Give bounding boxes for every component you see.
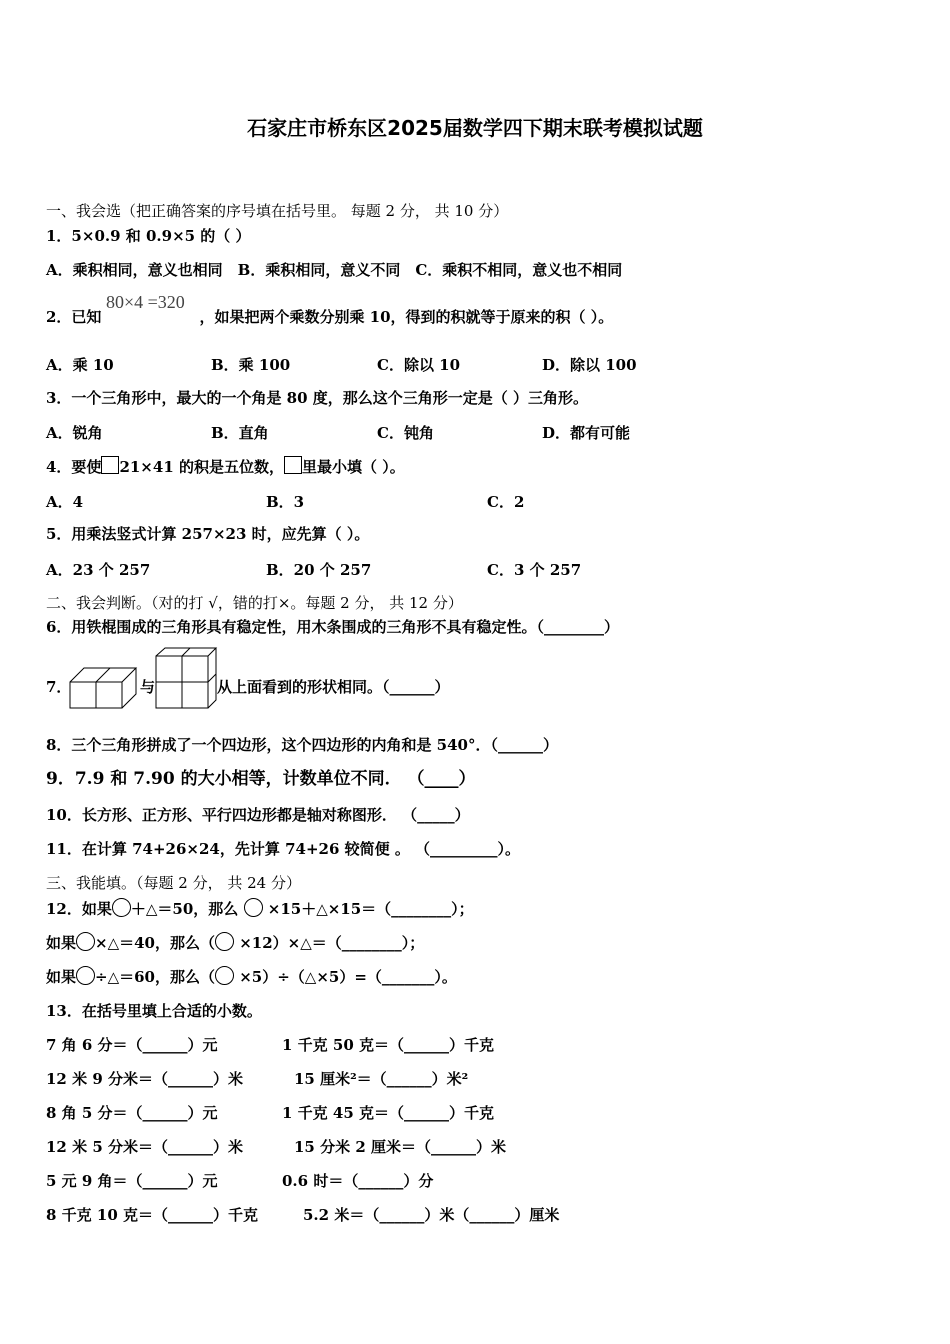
question-1-options: A．乘积相同，意义也相同 B．乘积相同，意义不同 C．乘积不相同，意义也不相同 [46,261,623,279]
q12-text: 12．如果 [46,900,112,918]
q12-text: ×15＋△×15＝（________）； [262,900,474,918]
q12-text: 如果 [46,968,77,986]
question-2-option-a: A．乘 10 [46,356,114,374]
question-12-line-3 [46,966,457,987]
question-4-option-a: A．4 [46,493,84,511]
question-4-text: 21×41 的积是五位数， [119,458,284,476]
circle-icon [112,898,131,917]
q13-row-1-left: 7 角 6 分＝（______）元 [46,1036,218,1054]
question-3-option-d: D．都有可能 [542,424,631,442]
q13-row-3-left: 8 角 5 分＝（______）元 [46,1104,218,1122]
q13-row-1-right: 1 千克 50 克＝（______）千克 [282,1036,494,1054]
question-10: 10．长方形、正方形、平行四边形都是轴对称图形． （_____） [46,806,470,824]
question-4-option-b: B．3 [266,493,305,511]
question-7-number: 7． [46,678,72,696]
circle-icon [244,898,263,917]
q13-row-4-left: 12 米 5 分米＝（______）米 [46,1138,243,1156]
question-3: 3．一个三角形中，最大的一个角是 80 度，那么这个三角形一定是（ ）三角形。 [46,389,588,407]
question-2-option-c: C．除以 10 [377,356,461,374]
q12-text: ×△＝40，那么（ [95,934,215,952]
section-1-heading: 一、我会选（把正确答案的序号填在括号里。 每题 2 分， 共 10 分） [46,202,509,220]
q12-text: 如果 [46,934,77,952]
question-11: 11．在计算 74+26×24，先计算 74+26 较简便 。 （_________）。 [46,840,521,858]
question-2-option-b: B．乘 100 [211,356,291,374]
q12-text: ＋△＝50，那么 [130,900,239,918]
question-4-suffix: 里最小填（ ）。 [301,458,405,476]
q13-row-4-right: 15 分米 2 厘米＝（______）米 [294,1138,506,1156]
question-13: 13．在括号里填上合适的小数。 [46,1002,262,1020]
circle-icon [76,966,95,985]
q12-text: ×12）×△＝（________）； [234,934,425,952]
question-3-option-c: C．钝角 [377,424,434,442]
question-2-formula: 80×4 =320 [106,292,185,312]
question-4 [46,456,405,477]
cube-stack-figure-icon [154,647,220,711]
blank-box-icon [101,456,119,474]
question-8: 8．三个三角形拼成了一个四边形，这个四边形的内角和是 540°．（______） [46,736,558,754]
question-1: 1．5×0.9 和 0.9×5 的（ ） [46,227,251,245]
question-7-and: 与 [140,678,156,696]
question-3-option-a: A．锐角 [46,424,103,442]
question-4-prefix: 4．要使 [46,458,102,476]
question-2-text: ，如果把两个乘数分别乘 10，得到的积就等于原来的积（ ）。 [199,308,614,326]
q13-row-6-left: 8 千克 10 克＝（______）千克 [46,1206,258,1224]
question-3-option-b: B．直角 [211,424,269,442]
question-7-text: 从上面看到的形状相同。（______） [217,678,450,696]
question-9: 9．7.9 和 7.90 的大小相等，计数单位不同． （____） [46,769,476,789]
question-2-option-d: D．除以 100 [542,356,637,374]
q13-row-5-left: 5 元 9 角＝（______）元 [46,1172,218,1190]
section-2-heading: 二、我会判断。（对的打 √，错的打×。每题 2 分， 共 12 分） [46,594,463,612]
question-5-option-b: B．20 个 257 [266,561,372,579]
circle-icon [215,932,234,951]
question-5: 5．用乘法竖式计算 257×23 时，应先算（ ）。 [46,525,370,543]
question-4-option-c: C．2 [487,493,525,511]
cube-row-figure-icon [68,664,140,712]
circle-icon [76,932,95,951]
question-12-line-2 [46,932,424,953]
q13-row-5-right: 0.6 时＝（______）分 [282,1172,434,1190]
question-5-option-c: C．3 个 257 [487,561,582,579]
q13-row-2-right: 15 厘米²＝（______）米² [294,1070,469,1088]
question-5-option-a: A．23 个 257 [46,561,151,579]
section-3-heading: 三、我能填。（每题 2 分， 共 24 分） [46,874,301,892]
question-6: 6．用铁棍围成的三角形具有稳定性，用木条围成的三角形不具有稳定性。（________） [46,618,619,636]
q13-row-2-left: 12 米 9 分米＝（______）米 [46,1070,243,1088]
q13-row-6-right: 5.2 米＝（______）米（______）厘米 [303,1206,560,1224]
page-title: 石家庄市桥东区2025届数学四下期末联考模拟试题 [247,116,703,140]
q13-row-3-right: 1 千克 45 克＝（______）千克 [282,1104,494,1122]
question-2-prefix: 2．已知 [46,308,102,326]
circle-icon [215,966,234,985]
q12-text: ÷△＝60，那么（ [95,968,215,986]
question-12-line-1 [46,898,474,919]
q12-text: ×5）÷（△×5）=（_______）。 [234,968,457,986]
blank-box-icon [284,456,302,474]
